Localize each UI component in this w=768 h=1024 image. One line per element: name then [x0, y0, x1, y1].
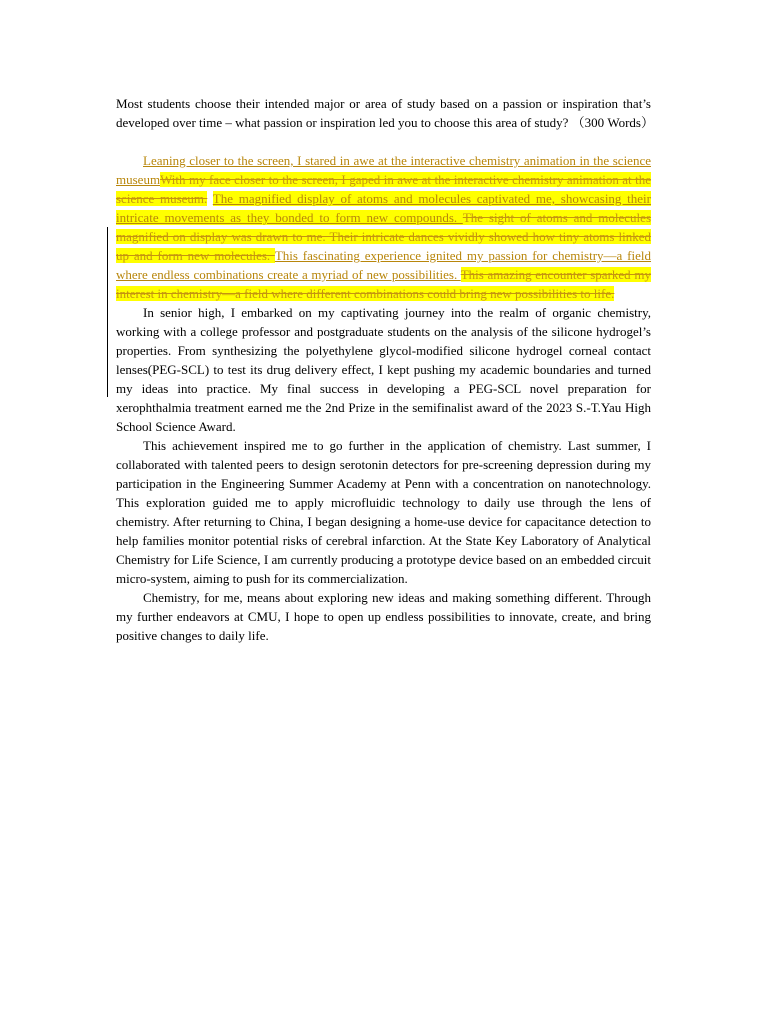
paragraph-senior-high: In senior high, I embarked on my captivating journey into the realm of organic chemistry, working with a college professor and postgraduate students on the analysis of the silicone hydrogel’s properties. From synthesizing the polyethylene glycol-modified silicone hydrogel corneal contact lenses(PEG-SCL) to test its drug delivery effect, I kept pushing my academic boundaries and turned my ideas into practice. My final success in developing a PEG-SCL novel preparation for xerophthalmia treatment earned me the 2nd Prize in the semifinalist award of the 2023 S.-T.Yau High School Science Award. — [116, 305, 651, 434]
insertion-text[interactable]: Leaning closer to the screen, I stared in awe at the interactive chemistry animation in the science museum — [116, 153, 651, 187]
deletion-text[interactable]: This amazing encounter sparked my interest in chemistry—a field where different combinations could bring new possibilities to life. — [116, 267, 652, 301]
paragraph-conclusion: Chemistry, for me, means about exploring new ideas and making something different. Through my further endeavors at CMU, I hope to open up endless possibilities to innovate, create, and bring positive changes to daily life. — [116, 590, 651, 643]
tracked-changes-block — [116, 151, 651, 303]
insertion-text[interactable]: The magnified display of atoms and molecules captivated me, showcasing their intricate movements as they bonded to form new compounds. — [116, 191, 651, 225]
deletion-text[interactable]: The sight of atoms and molecules magnified on display was drawn to me. Their intricate dances vividly showed how tiny atoms linked up and form new molecules. — [116, 210, 651, 263]
plain-text — [207, 191, 213, 206]
document-page — [116, 94, 654, 645]
paragraph-achievement: This achievement inspired me to go further in the application of chemistry. Last summer, I collaborated with talented peers to design serotonin detectors for pre-screening depression during my participation in the Engineering Summer Academy at Penn with a concentration on nanotechnology. This exploration guided me to apply microfluidic technology to daily use through the lens of chemistry. After returning to China, I began designing a home-use device for capacitance detection to help families monitor potential risks of cerebral infarction. At the State Key Laboratory of Analytical Chemistry for Life Science, I am currently producing a prototype device based on an embedded circuit micro-system, aiming to push for its commercialization. — [116, 438, 651, 586]
insertion-text[interactable]: This fascinating experience ignited my passion for chemistry—a field where endless combinations create a myriad of new possibilities. — [116, 248, 652, 282]
deletion-text[interactable]: With my face closer to the screen, I gaped in awe at the interactive chemistry animation at the science museum. — [116, 172, 651, 206]
change-bar — [107, 227, 108, 397]
essay-prompt: Most students choose their intended major or area of study based on a passion or inspiration that’s developed over time – what passion or inspiration led you to choose this area of study? （300 Words） — [116, 96, 654, 130]
paragraph-tracked-changes — [116, 151, 651, 303]
